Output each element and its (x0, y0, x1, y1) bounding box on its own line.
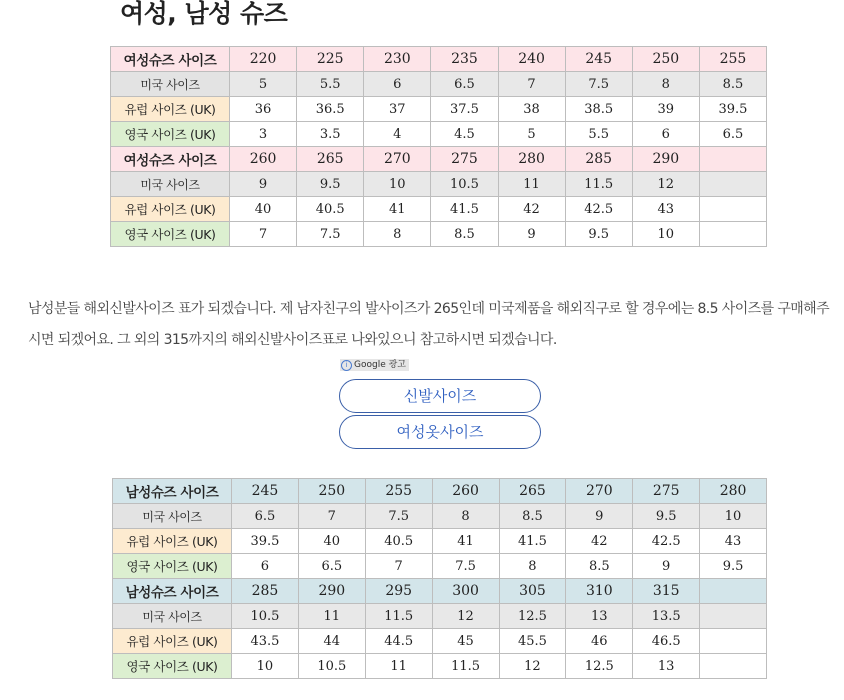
table-row (113, 504, 767, 529)
size-cell: 285 (565, 147, 632, 172)
size-cell: 7.5 (432, 554, 499, 579)
size-cell: 40.5 (365, 529, 432, 554)
size-cell: 41 (364, 197, 431, 222)
size-cell: 40.5 (297, 197, 364, 222)
size-cell: 8 (499, 554, 566, 579)
size-cell: 295 (365, 579, 432, 604)
size-cell: 9.5 (700, 554, 767, 579)
women-shoe-size-table (110, 46, 767, 247)
size-cell: 11.5 (432, 654, 499, 679)
ad-label: Google 광고 (354, 360, 406, 370)
size-cell: 260 (432, 479, 499, 504)
size-cell: 250 (298, 479, 365, 504)
shoe-size-link-button[interactable]: 신발사이즈 (339, 379, 541, 413)
size-cell: 43.5 (232, 629, 299, 654)
row-label: 영국 사이즈 (UK) (113, 554, 232, 579)
size-cell: 8.5 (699, 72, 766, 97)
size-cell: 9 (633, 554, 700, 579)
size-cell: 3 (230, 122, 297, 147)
size-cell: 36 (230, 97, 297, 122)
size-cell: 9.5 (297, 172, 364, 197)
size-cell: 7 (298, 504, 365, 529)
table-row (111, 72, 767, 97)
size-cell: 5 (230, 72, 297, 97)
size-cell: 10 (232, 654, 299, 679)
size-cell: 5.5 (565, 122, 632, 147)
table-row (113, 529, 767, 554)
size-cell: 275 (633, 479, 700, 504)
size-cell: 41.5 (431, 197, 498, 222)
size-cell: 285 (232, 579, 299, 604)
row-label: 유럽 사이즈 (UK) (111, 97, 230, 122)
size-cell: 10 (632, 222, 699, 247)
table-row (111, 222, 767, 247)
size-cell: 10.5 (298, 654, 365, 679)
size-cell: 11 (298, 604, 365, 629)
row-label: 유럽 사이즈 (UK) (113, 629, 232, 654)
row-label: 남성슈즈 사이즈 (113, 479, 232, 504)
size-cell (700, 579, 767, 604)
size-cell: 46.5 (633, 629, 700, 654)
row-label: 남성슈즈 사이즈 (113, 579, 232, 604)
size-cell: 43 (700, 529, 767, 554)
size-cell: 45 (432, 629, 499, 654)
size-cell (700, 654, 767, 679)
size-cell: 11 (365, 654, 432, 679)
size-cell: 45.5 (499, 629, 566, 654)
size-cell: 40 (298, 529, 365, 554)
size-cell: 46 (566, 629, 633, 654)
size-cell: 9.5 (565, 222, 632, 247)
size-cell: 10.5 (431, 172, 498, 197)
size-cell: 42.5 (633, 529, 700, 554)
size-cell: 6 (364, 72, 431, 97)
size-cell: 10 (364, 172, 431, 197)
size-cell (700, 629, 767, 654)
size-cell: 10.5 (232, 604, 299, 629)
size-cell: 245 (232, 479, 299, 504)
size-cell: 7 (498, 72, 565, 97)
size-cell: 13.5 (633, 604, 700, 629)
size-cell: 12 (632, 172, 699, 197)
size-cell: 3.5 (297, 122, 364, 147)
table-row (111, 122, 767, 147)
table-row (111, 97, 767, 122)
row-label: 미국 사이즈 (111, 72, 230, 97)
size-cell: 7.5 (297, 222, 364, 247)
size-cell (699, 197, 766, 222)
size-cell: 8.5 (566, 554, 633, 579)
row-label: 영국 사이즈 (UK) (113, 654, 232, 679)
size-cell: 39.5 (699, 97, 766, 122)
row-label: 영국 사이즈 (UK) (111, 122, 230, 147)
size-cell: 7 (365, 554, 432, 579)
size-cell: 42.5 (565, 197, 632, 222)
table-row (113, 654, 767, 679)
size-cell: 9 (566, 504, 633, 529)
size-cell: 11 (498, 172, 565, 197)
size-cell: 40 (230, 197, 297, 222)
size-cell: 42 (498, 197, 565, 222)
size-cell: 9 (230, 172, 297, 197)
size-cell: 300 (432, 579, 499, 604)
size-cell (699, 147, 766, 172)
table-row (111, 197, 767, 222)
size-cell: 6 (632, 122, 699, 147)
size-cell: 265 (297, 147, 364, 172)
size-cell: 5.5 (297, 72, 364, 97)
row-label: 유럽 사이즈 (UK) (111, 197, 230, 222)
size-cell: 315 (633, 579, 700, 604)
size-cell: 275 (431, 147, 498, 172)
size-cell: 38 (498, 97, 565, 122)
size-cell: 5 (498, 122, 565, 147)
size-cell: 6.5 (232, 504, 299, 529)
size-cell: 290 (298, 579, 365, 604)
size-cell: 9.5 (633, 504, 700, 529)
size-cell: 12.5 (566, 654, 633, 679)
size-cell: 7.5 (565, 72, 632, 97)
info-icon: i (341, 360, 352, 371)
size-cell: 280 (498, 147, 565, 172)
size-cell: 37.5 (431, 97, 498, 122)
table-row (113, 629, 767, 654)
size-cell: 4 (364, 122, 431, 147)
table-row (111, 172, 767, 197)
size-cell: 260 (230, 147, 297, 172)
size-cell: 265 (499, 479, 566, 504)
size-description-paragraph: 남성분들 해외신발사이즈 표가 되겠습니다. 제 남자친구의 발사이즈가 265인데 미국제품을 해외직구로 할 경우에는 8.5 사이즈를 구매해주시면 되겠어요. 그 외의 315까지의 해외신발사이즈표로 나와있으니 참고하시면 되겠습니다. (28, 301, 830, 348)
row-label: 영국 사이즈 (UK) (111, 222, 230, 247)
size-cell: 305 (499, 579, 566, 604)
size-cell: 245 (565, 47, 632, 72)
size-cell: 8 (364, 222, 431, 247)
table-row (113, 604, 767, 629)
size-cell: 13 (633, 654, 700, 679)
size-cell: 10 (700, 504, 767, 529)
table-row (111, 47, 767, 72)
size-cell: 8.5 (431, 222, 498, 247)
size-cell: 36.5 (297, 97, 364, 122)
size-cell: 7.5 (365, 504, 432, 529)
size-cell: 8 (432, 504, 499, 529)
size-cell: 38.5 (565, 97, 632, 122)
row-label: 여성슈즈 사이즈 (111, 147, 230, 172)
size-cell: 44.5 (365, 629, 432, 654)
size-cell: 39 (632, 97, 699, 122)
size-cell: 12.5 (499, 604, 566, 629)
size-cell: 235 (431, 47, 498, 72)
size-cell (700, 604, 767, 629)
size-cell: 230 (364, 47, 431, 72)
size-cell: 280 (700, 479, 767, 504)
size-cell: 11.5 (565, 172, 632, 197)
size-cell: 6.5 (699, 122, 766, 147)
row-label: 미국 사이즈 (113, 504, 232, 529)
google-ad-badge[interactable] (340, 359, 409, 371)
size-cell: 4.5 (431, 122, 498, 147)
size-cell: 42 (566, 529, 633, 554)
size-cell: 255 (699, 47, 766, 72)
size-cell: 41.5 (499, 529, 566, 554)
table-row (113, 479, 767, 504)
size-cell: 12 (432, 604, 499, 629)
size-cell: 225 (297, 47, 364, 72)
size-cell: 8 (632, 72, 699, 97)
table-row (113, 554, 767, 579)
size-cell: 310 (566, 579, 633, 604)
men-shoe-size-table (112, 478, 767, 679)
size-cell (699, 222, 766, 247)
size-cell: 7 (230, 222, 297, 247)
page-title: 여성, 남성 슈즈 (120, 0, 288, 28)
size-cell: 255 (365, 479, 432, 504)
row-label: 여성슈즈 사이즈 (111, 47, 230, 72)
women-clothes-size-link-button[interactable]: 여성옷사이즈 (339, 415, 541, 449)
size-cell: 6.5 (431, 72, 498, 97)
row-label: 미국 사이즈 (111, 172, 230, 197)
size-cell: 270 (566, 479, 633, 504)
size-cell: 41 (432, 529, 499, 554)
size-cell: 270 (364, 147, 431, 172)
size-cell: 6 (232, 554, 299, 579)
table-row (111, 147, 767, 172)
size-cell: 44 (298, 629, 365, 654)
size-cell: 39.5 (232, 529, 299, 554)
size-cell: 240 (498, 47, 565, 72)
size-cell: 13 (566, 604, 633, 629)
size-cell: 8.5 (499, 504, 566, 529)
size-cell: 43 (632, 197, 699, 222)
size-cell: 9 (498, 222, 565, 247)
row-label: 미국 사이즈 (113, 604, 232, 629)
size-cell: 37 (364, 97, 431, 122)
size-cell: 250 (632, 47, 699, 72)
size-cell: 290 (632, 147, 699, 172)
size-cell (699, 172, 766, 197)
size-cell: 220 (230, 47, 297, 72)
size-cell: 6.5 (298, 554, 365, 579)
table-row (113, 579, 767, 604)
size-cell: 12 (499, 654, 566, 679)
row-label: 유럽 사이즈 (UK) (113, 529, 232, 554)
size-cell: 11.5 (365, 604, 432, 629)
